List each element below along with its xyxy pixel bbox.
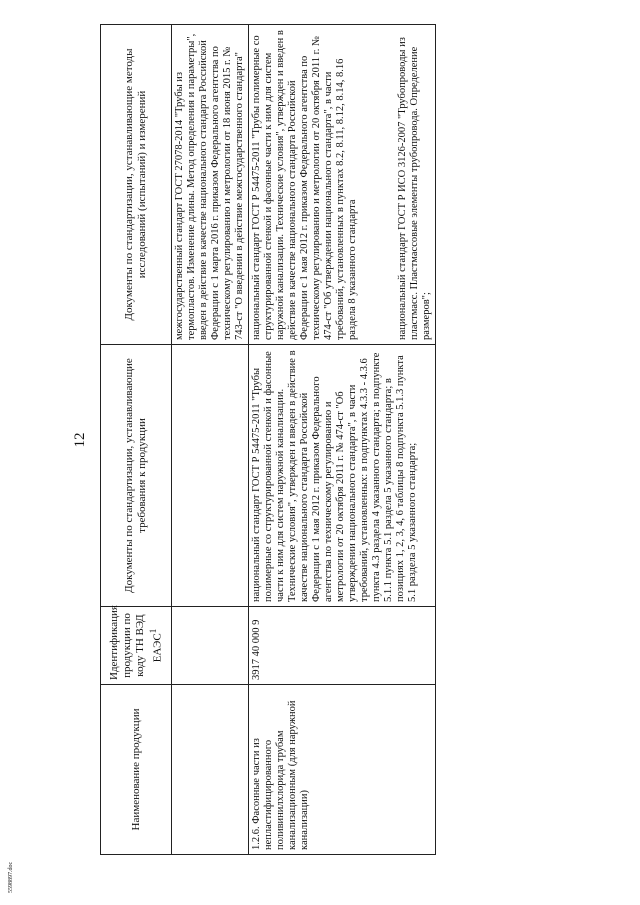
cell-test-method [249,25,436,345]
header-tn-ved-text: Идентификация продукции по коду ТН ВЭД ЕАЭС [107,605,164,680]
footnote-marker: 1 [147,628,158,634]
cell-requirements [249,345,436,607]
header-requirements-docs: Документы по стандартизации, устанавливающие требования к продукции [101,345,172,607]
tn-ved-code-text: 3917 40 000 9 [251,619,262,680]
cell-empty [172,345,249,607]
standards-table [100,24,436,855]
file-name-footer: 5598897.doc [8,861,14,893]
cell-tn-ved-code [249,607,436,685]
cell-empty [172,685,249,855]
gost-27078-text: межгосударственный стандарт ГОСТ 27078-2014 "Трубы из термопластов. Изменение длины. Метод определения и параметры", введен в действие в качестве национального стандарта Российской Федерации с 1 марта 2016 г. приказом Федерального агентства по техническому регулированию и метрологии от 18 июня 2015 г. № 743-ст "О введении в действие межгосударственного стандарта" [174,33,245,340]
gost-54475-requirements-text: национальный стандарт ГОСТ Р 54475-2011 "Трубы полимерные со структурированной стенкой и фасонные части к ним для систем наружной канализации. Технические условия", утвержден и введен в действие в качестве национального стандарта Российской Федерации с 1 мая 2012 г. приказом Федерального агентства по техническому регулированию и метрологии от 20 октября 2011 г. № 474-ст "Об утверждении национального стандарта", в части требований, установленных: в подпунктах 4.3.3 - 4.3.6 пункта 4.3 раздела 4 указанного стандарта; в подпункте 5.1.1 пункта 5.1 раздела 5 указанного стандарта; в позициях 1, 2, 3, 4, 6 таблицы 8 подпункта 5.1.3 пункта 5.1 раздела 5 указанного стандарта; [251,350,418,602]
header-tn-ved-code [101,607,172,685]
table-row [249,25,436,855]
cell-empty [172,607,249,685]
cell-test-method [172,25,249,345]
header-test-methods-docs: Документы по стандартизации, устанавливающие методы исследований (испытаний) и измерений [101,25,172,345]
header-product-name: Наименование продукции [101,685,172,855]
rotated-page [72,25,600,855]
table-header-row [101,25,172,855]
page-number: 12 [72,432,88,448]
gost-54475-methods-text: национальный стандарт ГОСТ Р 54475-2011 "Трубы полимерные со структурированной стенкой и фасонные части к ним для систем наружной канализации. Технические условия", утвержден и введен в действие в качестве национального стандарта Российской Федерации с 1 мая 2012 г. приказом Федерального агентства по техническому регулированию и метрологии от 20 октября 2011 г. № 474-ст "Об утверждении национального стандарта", в части требований, установленных в пунктах 8.2, 8.11, 8.12, 8.14, 8.16 раздела 8 указанного стандарта [251,30,358,340]
cell-product-name [249,685,436,855]
product-name-text: 1.2.6. Фасонные части из непластифицированного поливинилхлорида трубам канализационным (для наружной канализации) [251,700,310,850]
table-row [172,25,249,855]
gost-iso-3126-text: национальный стандарт ГОСТ Р ИСО 3126-2007 "Трубопроводы из пластмасс. Пластмассовые элементы трубопровода. Определение размеров"; [397,37,432,340]
